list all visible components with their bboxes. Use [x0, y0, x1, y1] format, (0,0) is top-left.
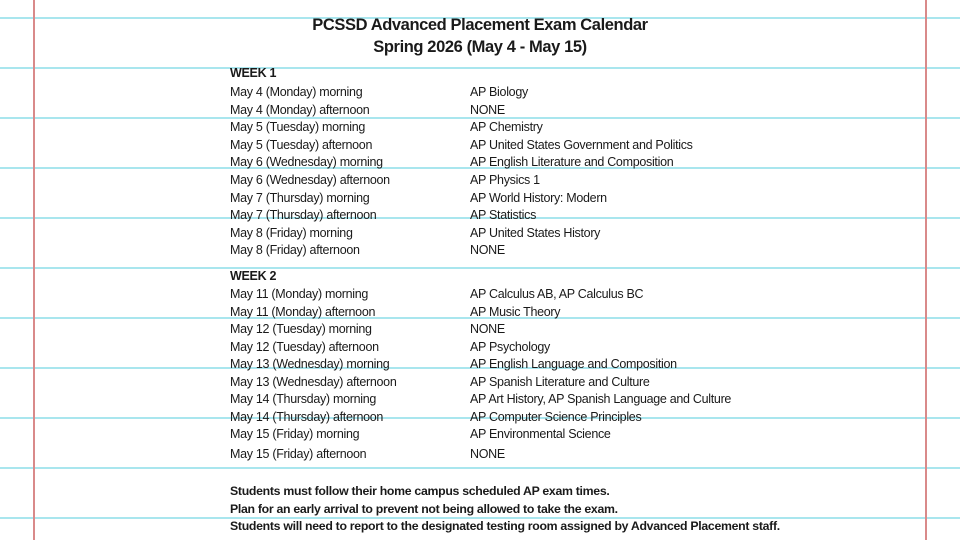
- note-line: Plan for an early arrival to prevent not being allowed to take the exam.: [230, 501, 618, 516]
- exam-name: AP Music Theory: [470, 304, 561, 319]
- schedule-row: [230, 447, 830, 465]
- exam-name: AP World History: Modern: [470, 190, 607, 205]
- schedule-row: [230, 173, 830, 191]
- exam-date-time: May 14 (Thursday) morning: [230, 392, 377, 406]
- exam-name: AP United States History: [470, 225, 601, 240]
- schedule-row: [230, 410, 830, 428]
- exam-name: AP Environmental Science: [470, 427, 611, 441]
- exam-date-time: May 5 (Tuesday) morning: [230, 120, 366, 135]
- schedule-row: [230, 427, 830, 445]
- schedule-row: [230, 208, 830, 226]
- exam-date-time: May 8 (Friday) afternoon: [230, 243, 360, 258]
- exam-date-time: May 11 (Monday) afternoon: [230, 304, 376, 319]
- schedule-row: [230, 103, 830, 121]
- exam-date-time: May 15 (Friday) morning: [230, 427, 360, 441]
- note-line: Students will need to report to the designated testing room assigned by Advanced Placement staff.: [230, 519, 780, 533]
- exam-name: AP Chemistry: [470, 120, 543, 135]
- schedule-row: [230, 191, 830, 209]
- exam-date-time: May 13 (Wednesday) afternoon: [230, 374, 397, 389]
- schedule-row: [230, 287, 830, 305]
- exam-name: NONE: [470, 322, 505, 336]
- exam-date-time: May 12 (Tuesday) morning: [230, 322, 372, 336]
- exam-name: AP United States Government and Politics: [470, 137, 693, 152]
- exam-date-time: May 4 (Monday) morning: [230, 85, 363, 99]
- exam-date-time: May 12 (Tuesday) afternoon: [230, 339, 379, 354]
- schedule-row: [230, 155, 830, 173]
- exam-date-time: May 6 (Wednesday) afternoon: [230, 173, 390, 187]
- exam-name: AP English Language and Composition: [470, 357, 677, 371]
- exam-name: AP Art History, AP Spanish Language and Culture: [470, 392, 732, 406]
- schedule-row: [230, 305, 830, 323]
- note-line: Students must follow their home campus scheduled AP exam times.: [230, 484, 610, 498]
- exam-date-time: May 5 (Tuesday) afternoon: [230, 137, 373, 152]
- schedule-row: [230, 340, 830, 358]
- student-notes: [230, 483, 780, 536]
- exam-name: AP Spanish Literature and Culture: [470, 374, 650, 389]
- exam-date-time: May 7 (Thursday) morning: [230, 190, 370, 205]
- exam-date-time: May 7 (Thursday) afternoon: [230, 208, 377, 223]
- schedule-row: [230, 226, 830, 244]
- exam-date-time: May 8 (Friday) morning: [230, 225, 353, 240]
- exam-name: AP Statistics: [470, 208, 537, 223]
- week-2-heading: WEEK 2: [230, 269, 277, 283]
- page-title: PCSSD Advanced Placement Exam Calendar: [312, 16, 648, 34]
- page-subtitle: Spring 2026 (May 4 - May 15): [373, 38, 587, 56]
- exam-name: AP Calculus AB, AP Calculus BC: [470, 287, 644, 301]
- exam-date-time: May 13 (Wednesday) morning: [230, 357, 390, 371]
- schedule-row: [230, 243, 830, 261]
- exam-name: NONE: [470, 447, 505, 461]
- exam-date-time: May 4 (Monday) afternoon: [230, 102, 370, 117]
- schedule-row: [230, 392, 830, 410]
- schedule-row: [230, 375, 830, 393]
- exam-date-time: May 11 (Monday) morning: [230, 287, 369, 301]
- notebook-margin-right: [925, 0, 927, 540]
- week-1-heading: WEEK 1: [230, 66, 277, 80]
- schedule-row: [230, 85, 830, 103]
- exam-name: AP Physics 1: [470, 173, 540, 187]
- exam-date-time: May 14 (Thursday) afternoon: [230, 409, 384, 424]
- exam-name: AP Biology: [470, 85, 528, 99]
- exam-name: AP English Literature and Composition: [470, 155, 674, 170]
- page-title-block: [0, 14, 960, 58]
- schedule-row: [230, 322, 830, 340]
- notebook-margin-left: [33, 0, 35, 540]
- exam-name: NONE: [470, 102, 505, 117]
- exam-name: AP Psychology: [470, 339, 550, 354]
- exam-name: NONE: [470, 243, 505, 258]
- schedule-row: [230, 357, 830, 375]
- schedule-row: [230, 120, 830, 138]
- exam-date-time: May 6 (Wednesday) morning: [230, 155, 383, 170]
- exam-name: AP Computer Science Principles: [470, 409, 642, 424]
- schedule-row: [230, 138, 830, 156]
- exam-date-time: May 15 (Friday) afternoon: [230, 447, 367, 461]
